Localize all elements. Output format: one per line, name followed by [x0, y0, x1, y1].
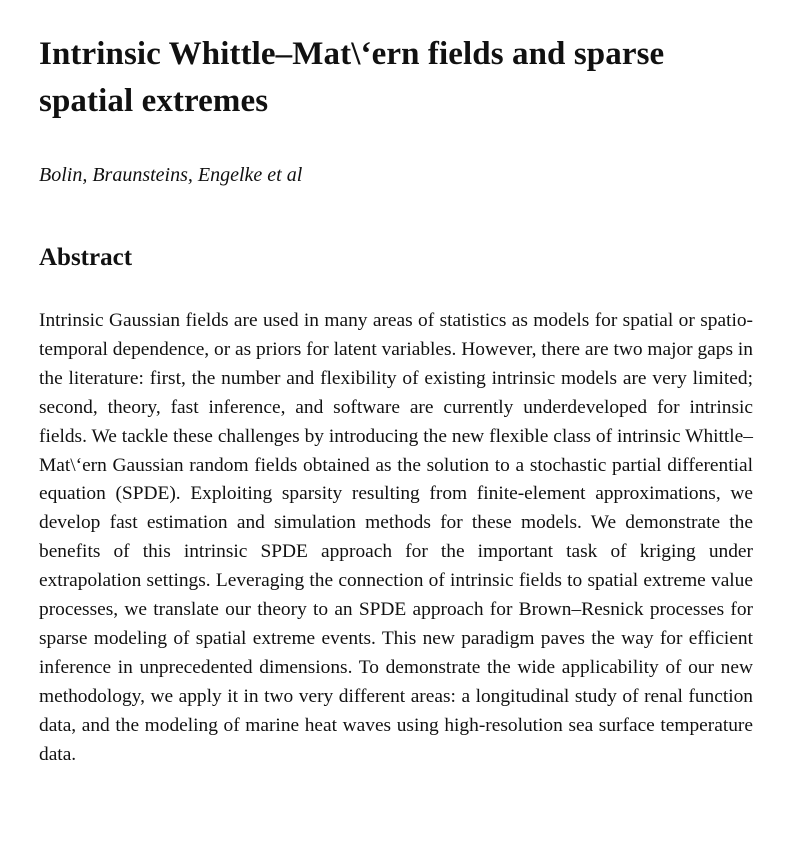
abstract-text: Intrinsic Gaussian fields are used in many areas of statistics as models for spatial or spatio-temporal dependence, or as priors for latent variables. However, there are two major gaps in the literature: first, the number and flexibility of existing intrinsic models are very limited; second, theory, fast inference, and software are currently underdeveloped for intrinsic fields. We tackle these challenges by introducing the new flexible class of intrinsic Whittle–Mat\‘ern Gaussian random fields obtained as the solution to a stochastic partial differential equation (SPDE). Exploiting sparsity resulting from finite-element approximations, we develop fast estimation and simulation methods for these models. We demonstrate the benefits of this intrinsic SPDE approach for the important task of kriging under extrapolation settings. Leveraging the connection of intrinsic fields to spatial extreme value processes, we translate our theory to an SPDE approach for Brown–Resnick processes for sparse modeling of spatial extreme events. This new paradigm paves the way for efficient inference in unprecedented dimensions. To demonstrate the wide applicability of our new methodology, we apply it in two very different areas: a longitudinal study of renal function data, and the modeling of marine heat waves using high-resolution sea surface temperature data. [39, 310, 753, 765]
paper-title: Intrinsic Whittle–Mat\‘ern fields and sparse spatial extremes [39, 36, 665, 119]
abstract-heading: Abstract [39, 244, 133, 271]
paper-authors: Bolin, Braunsteins, Engelke et al [39, 164, 303, 186]
